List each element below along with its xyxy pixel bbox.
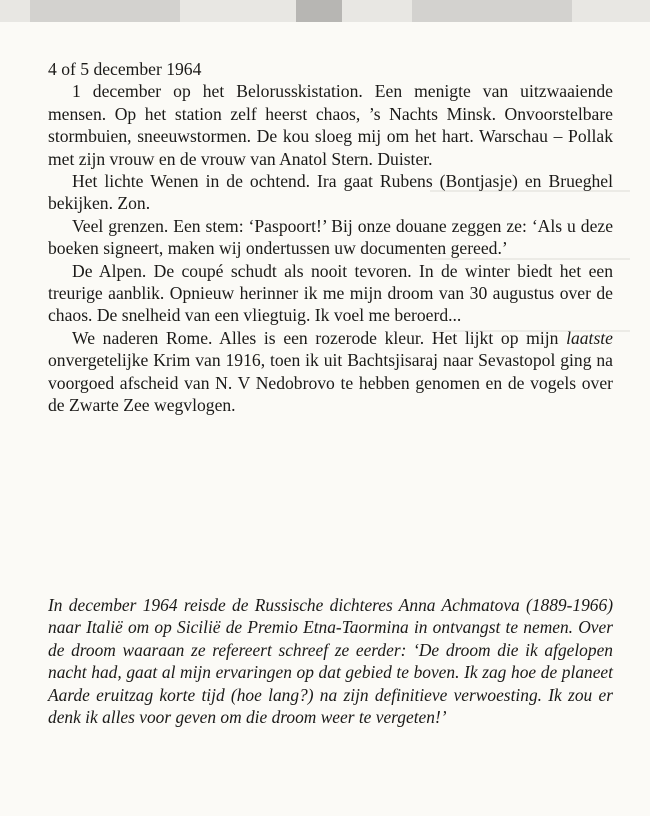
- diary-paragraph-final: [48, 327, 613, 417]
- diary-paragraph: De Alpen. De coupé schudt als nooit tevoren. In de winter biedt het een treurige aanblik. Opnieuw herinner ik me mijn droom van 30 augustus over de chaos. De snelheid van een vliegtuig. Ik voel me beroerd...: [48, 260, 613, 326]
- diary-paragraph: 1 december op het Belorusskistation. Een menigte van uitzwaaiende mensen. Op het station zelf heerst chaos, ’s Nachts Minsk. Onvoorstelbare stormbuien, sneeuwstormen. De kou sloeg mij om het hart. Warschau – Pollak met zijn vrouw en de vrouw van Anatol Stern. Duister.: [48, 81, 613, 169]
- diary-paragraph: Het lichte Wenen in de ochtend. Ira gaat Rubens (Bontjasje) en Brueghel bekijken. Zon.: [48, 171, 613, 214]
- date-heading: 4 of 5 december 1964: [48, 59, 202, 79]
- header-tab-left: [30, 0, 180, 22]
- diary-paragraph: Veel grenzen. Een stem: ‘Paspoort!’ Bij onze douane zeggen ze: ‘Als u deze boeken signeert, maken wij ondertussen uw documenten gereed.’: [48, 215, 613, 259]
- header-tab-right: [412, 0, 572, 22]
- diary-text: [48, 58, 613, 417]
- header-badge: [296, 0, 342, 22]
- final-text-end: onvergetelijke Krim van 1916, toen ik uit Bachtsjisaraj naar Sevastopol ging na voorgoed afscheid van N. V Nedobrovo te hebben genomen en de vogels over de Zwarte Zee wegvlogen.: [48, 350, 613, 416]
- final-text-emphasis: laatste: [566, 327, 613, 348]
- editorial-note: [48, 594, 613, 728]
- final-text-start: We naderen Rome. Alles is een rozerode kleur. Het lijkt op mijn: [72, 327, 567, 348]
- note-text: In december 1964 reisde de Russische dichteres Anna Achmatova (1889-1966) naar Italië om op Sicilië de Premio Etna-Taormina in ontvangst te nemen. Over de droom waaraan ze refereert schreef ze eerder: ‘De droom die ik afgelopen nacht had, gaat al mijn ervaringen op dat gebied te boven. Ik zag hoe de planeet Aarde eruitzag korte tijd (hoe lang?) na zijn definitieve verwoesting. Ik zou er denk ik alles voor geven om die droom weer te vergeten!’: [48, 595, 613, 728]
